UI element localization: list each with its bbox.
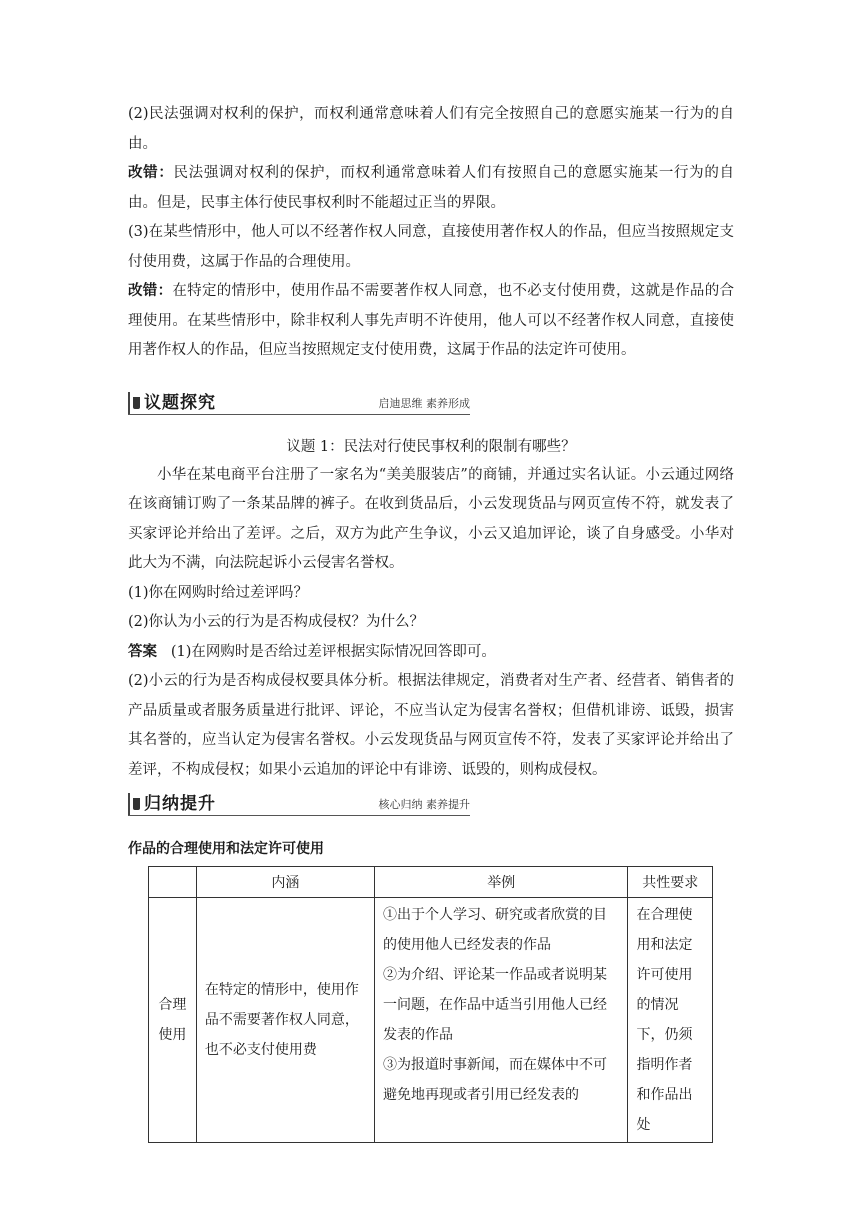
correction-text: 在特定的情形中，使用作品不需要著作权人同意，也不必支付使用费，这就是作品的合理使用。在某些情形中，除非权利人事先声明不许使用，他人可以不经著作权人同意，直接使用著作权人的作品，但应当按照规定支付使用费，这属于作品的法定许可使用。 <box>128 283 735 358</box>
section-header-summary <box>128 789 470 816</box>
header-cell: 举例 <box>375 867 628 898</box>
bookmark-icon <box>128 793 134 815</box>
table-header-row <box>149 867 713 898</box>
section-subtitle: 启迪思维 素养形成 <box>378 396 470 410</box>
section-header-inquiry <box>128 388 470 415</box>
bookmark-icon <box>128 392 134 414</box>
answer-label: 答案 <box>128 643 157 660</box>
page-content <box>128 100 734 1143</box>
common-requirement-cell: 在合理使用和法定许可使用的情况下，仍须指明作者和作品出处 <box>628 898 713 1143</box>
statement-3: (3)在某些情形中，他人可以不经著作权人同意，直接使用著作权人的作品，但应当按照规定支付使用费，这属于作品的合理使用。 <box>128 224 734 270</box>
table-title: 作品的合理使用和法定许可使用 <box>128 841 324 857</box>
topic-title: 议题 1：民法对行使民事权利的限制有哪些？ <box>286 438 576 455</box>
header-cell: 内涵 <box>196 867 374 898</box>
case-text: 小华在某电商平台注册了一家名为“美美服装店”的商铺，并通过实名认证。小云通过网络在该商铺订购了一条某品牌的裤子。在收到货品后，小云发现货品与网页宣传不符，就发表了买家评论并给出了差评。之后，双方为此产生争议，小云又追加评论，谈了自身感受。小华对此大为不满，向法院起诉小云侵害名誉权。 <box>128 466 734 571</box>
table-row <box>149 898 713 1143</box>
header-cell: 共性要求 <box>628 867 713 898</box>
comparison-table <box>148 866 713 1143</box>
section-subtitle: 核心归纳 素养提升 <box>378 798 470 811</box>
answer-2: (2)小云的行为是否构成侵权要具体分析。根据法律规定，消费者对生产者、经营者、销售者的产品质量或者服务质量进行批评、评论，不应当认定为侵害名誉权；但借机诽谤、诋毁，损害其名誉的，应当认定为侵害名誉权。小云发现货品与网页宣传不符，发表了买家评论并给出了差评，不构成侵权；如果小云追加的评论中有诽谤、诋毁的，则构成侵权。 <box>128 673 734 778</box>
meaning-cell: 在特定的情形中，使用作品不需要著作权人同意，也不必支付使用费 <box>196 898 374 1143</box>
correction-label: 改错： <box>128 165 174 181</box>
correction-text: 民法强调对权利的保护，而权利通常意味着人们有按照自己的意愿实施某一行为的自由。但是，民事主体行使民事权利时不能超过正当的界限。 <box>128 165 734 211</box>
answer-1 <box>128 638 734 668</box>
question-2: (2)你认为小云的行为是否构成侵权？为什么？ <box>128 614 425 630</box>
answer-1-text: (1)在网购时是否给过差评根据实际情况回答即可。 <box>170 643 496 660</box>
section-title: 议题探究 <box>144 392 216 413</box>
section-title: 归纳提升 <box>144 794 216 814</box>
question-1: (1)你在网购时给过差评吗？ <box>128 584 309 601</box>
correction-2 <box>128 159 734 218</box>
statement-2: (2)民法强调对权利的保护，而权利通常意味着人们有完全按照自己的意愿实施某一行为的自由。 <box>128 106 734 152</box>
header-cell <box>149 867 197 898</box>
correction-3 <box>128 277 734 366</box>
examples-cell: ①出于个人学习、研究或者欣赏的目的使用他人已经发表的作品 ②为介绍、评论某一作品或者说明某一问题，在作品中适当引用他人已经发表的作品 ③为报道时事新闻，而在媒体中不可避免地再现或者引用已经发表的 <box>375 898 628 1143</box>
correction-label: 改错： <box>128 283 173 299</box>
row-label: 合理使用 <box>149 898 197 1143</box>
